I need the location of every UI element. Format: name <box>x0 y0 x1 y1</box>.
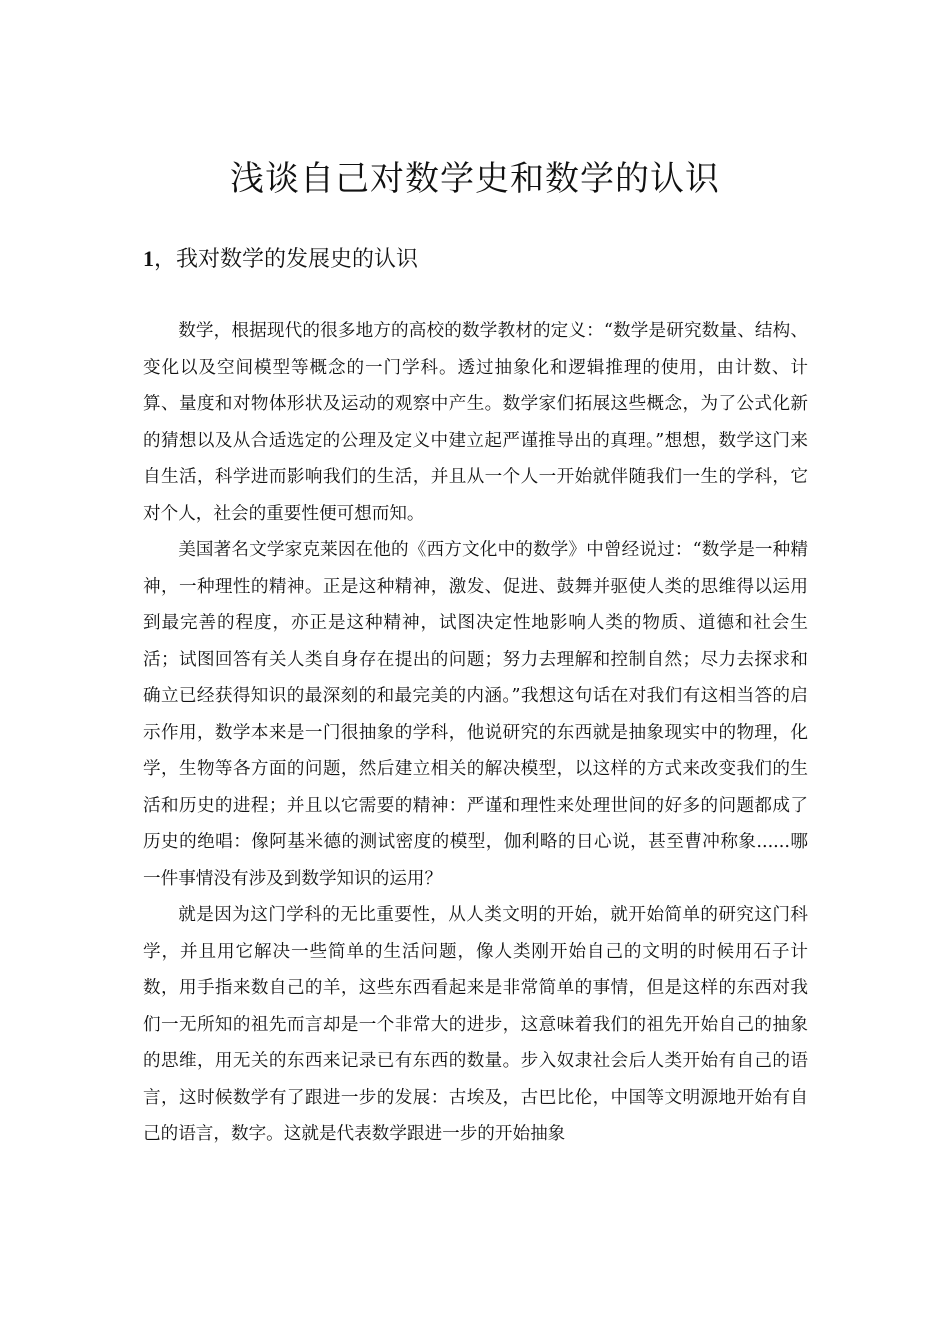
section-number: 1 <box>143 246 154 271</box>
paragraph-klein-quote: 美国著名文学家克莱因在他的《西方文化中的数学》中曾经说过：“数学是一种精神，一种理性的精神。正是这种精神，激发、促进、鼓舞并驱使人类的思维得以运用到最完善的程度，亦正是这种精神，试图决定性地影响人类的物质、道德和社会生活；试图回答有关人类自身存在提出的问题；努力去理解和控制自然；尽力去探求和确立已经获得知识的最深刻的和最完美的内涵。”我想这句话在对我们有这相当答的启示作用，数学本来是一门很抽象的学科，他说研究的东西就是抽象现实中的物理，化学，生物等各方面的问题，然后建立相关的解决模型，以这样的方式来改变我们的生活和历史的进程；并且以它需要的精神：严谨和理性来处理世间的好多的问题都成了历史的绝唱：像阿基米德的测试密度的模型，伽利略的日心说，甚至曹冲称象......哪一件事情没有涉及到数学知识的运用？ <box>143 540 808 889</box>
paragraph-history: 就是因为这门学科的无比重要性，从人类文明的开始，就开始简单的研究这门科学，并且用它解决一些简单的生活问题，像人类刚开始自己的文明的时候用石子计数，用手指来数自己的羊，这些东西看起来是非常简单的事情，但是这样的东西对我们一无所知的祖先而言却是一个非常大的进步，这意味着我们的祖先开始自己的抽象的思维，用无关的东西来记录已有东西的数量。步入奴隶社会后人类开始有自己的语言，这时候数学有了跟进一步的发展：古埃及，古巴比伦，中国等文明源地开始有自己的语言，数字。这就是代表数学跟进一步的开始抽象 <box>143 905 808 1144</box>
section-separator: ， <box>154 247 177 272</box>
paragraph-definition: 数学，根据现代的很多地方的高校的数学教材的定义：“数学是研究数量、结构、变化以及空间模型等概念的一门学科。透过抽象化和逻辑推理的使用，由计数、计算、量度和对物体形状及运动的观察中产生。数学家们拓展这些概念，为了公式化新的猜想以及从合适选定的公理及定义中建立起严谨推导出的真理。”想想，数学这门来自生活，科学进而影响我们的生活，并且从一个人一开始就伴随我们一生的学科，它对个人，社会的重要性便可想而知。 <box>143 321 808 524</box>
body-text <box>143 313 808 1153</box>
document-title: 浅谈自己对数学史和数学的认识 <box>230 159 720 199</box>
section-title: 我对数学的发展史的认识 <box>176 247 419 272</box>
section-heading <box>143 243 418 276</box>
